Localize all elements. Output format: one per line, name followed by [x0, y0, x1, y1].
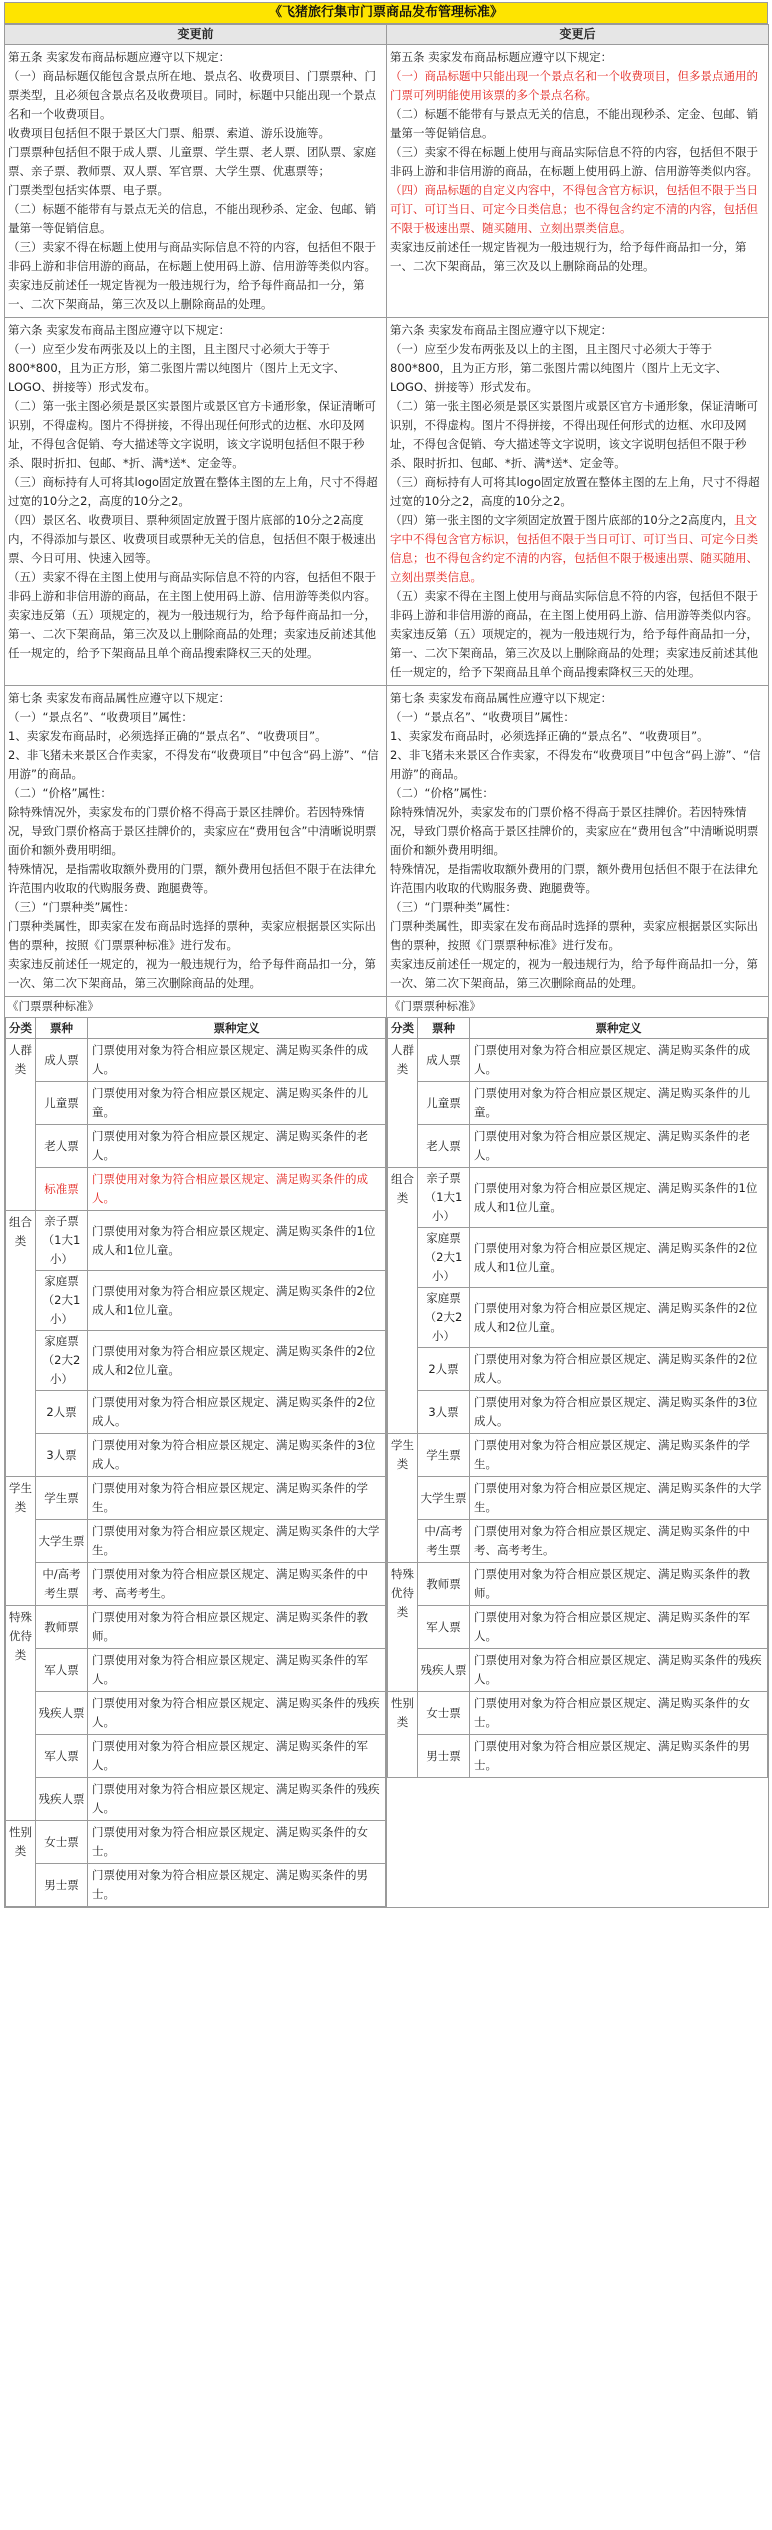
comparison-table: [4, 24, 769, 1908]
ticket-type-definition: 门票使用对象为符合相应景区规定、满足购买条件的学生。: [88, 1477, 386, 1520]
paragraph: （一）商品标题仅能包含景点所在地、景点名、收费项目、门票票种、门票类型，且必须包含景点名及收费项目。同时，标题中只能出现一个景点名和一个收费项目。: [8, 69, 376, 121]
ticket-header-cell: 票种定义: [470, 1018, 768, 1039]
paragraph: 第五条 卖家发布商品标题应遵守以下规定：: [390, 50, 613, 64]
ticket-row: [6, 1477, 386, 1520]
ticket-type-definition: 门票使用对象为符合相应景区规定、满足购买条件的残疾人。: [470, 1649, 768, 1692]
paragraph: 收费项目包括但不限于景区大门票、船票、索道、游乐设施等。: [8, 126, 330, 140]
ticket-row: [6, 1434, 386, 1477]
ticket-row: [388, 1168, 768, 1228]
paragraph: （一）“景点名”、“收费项目”属性：: [8, 710, 193, 724]
paragraph-red-tail: 且文字中不得包含官方标识，包括但不限于当日可订、可订当日、可定今日类信息；也不得包含约定不清的内容，包括但不限于极速出票、随买随用、立刻出票类信息。: [390, 513, 758, 584]
ticket-row: [6, 1271, 386, 1331]
ticket-type-definition: 门票使用对象为符合相应景区规定、满足购买条件的成人。: [470, 1039, 768, 1082]
paragraph: 卖家违反前述任一规定的，视为一般违规行为，给予每件商品扣一分，第一次、第二次下架商品，第三次删除商品的处理。: [390, 957, 758, 990]
article-cell-before: [5, 318, 387, 686]
paragraph: 卖家违反前述任一规定皆视为一般违规行为，给予每件商品扣一分，第一、二次下架商品，第三次及以上删除商品的处理。: [390, 240, 747, 273]
ticket-header-cell: 票种: [36, 1018, 88, 1039]
paragraph: 第七条 卖家发布商品属性应遵守以下规定：: [390, 691, 613, 705]
ticket-row: [388, 1692, 768, 1735]
paragraph: （四）第一张主图的文字须固定放置于图片底部的10分之2高度内，且文字中不得包含官方标识，包括但不限于当日可订、可订当日、可定今日类信息；也不得包含约定不清的内容，包括但不限于极速出票、随买随用、立刻出票类信息。: [390, 513, 758, 584]
ticket-type-name: 残疾人票: [418, 1649, 470, 1692]
ticket-type-definition: 门票使用对象为符合相应景区规定、满足购买条件的1位成人和1位儿童。: [470, 1168, 768, 1228]
ticket-row: [6, 1039, 386, 1082]
paragraph: 门票种类属性，即卖家在发布商品时选择的票种，卖家应根据景区实际出售的票种，按照《门票票种标准》进行发布。: [390, 919, 758, 952]
ticket-type-name: 学生票: [36, 1477, 88, 1520]
ticket-type-name: 中/高考考生票: [418, 1520, 470, 1563]
ticket-type-definition: 门票使用对象为符合相应景区规定、满足购买条件的大学生。: [88, 1520, 386, 1563]
ticket-type-name: 家庭票（2大1小）: [36, 1271, 88, 1331]
ticket-type-definition: 门票使用对象为符合相应景区规定、满足购买条件的中考、高考考生。: [470, 1520, 768, 1563]
ticket-row: [388, 1288, 768, 1348]
paragraph: 卖家违反前述任一规定的，视为一般违规行为，给予每件商品扣一分，第一次、第二次下架商品，第三次删除商品的处理。: [8, 957, 376, 990]
ticket-row: [6, 1649, 386, 1692]
ticket-category: 学生类: [388, 1434, 418, 1563]
ticket-table-caption-before: 《门票票种标准》: [7, 999, 99, 1013]
paragraph: 除特殊情况外，卖家发布的门票价格不得高于景区挂牌价。若因特殊情况，导致门票价格高于景区挂牌价的，卖家应在“费用包含”中清晰说明票面价和额外费用明细。: [8, 805, 377, 857]
ticket-row: [6, 1211, 386, 1271]
ticket-type-definition: 门票使用对象为符合相应景区规定、满足购买条件的儿童。: [88, 1082, 386, 1125]
ticket-type-definition: 门票使用对象为符合相应景区规定、满足购买条件的2位成人和2位儿童。: [470, 1288, 768, 1348]
ticket-type-definition: 门票使用对象为符合相应景区规定、满足购买条件的男士。: [88, 1864, 386, 1907]
ticket-row: [388, 1039, 768, 1082]
ticket-header-cell: 票种: [418, 1018, 470, 1039]
ticket-row: [6, 1520, 386, 1563]
ticket-type-definition: 门票使用对象为符合相应景区规定、满足购买条件的2位成人。: [470, 1348, 768, 1391]
ticket-type-name: 家庭票（2大2小）: [418, 1288, 470, 1348]
ticket-category: 人群类: [388, 1039, 418, 1168]
ticket-row: [388, 1606, 768, 1649]
paragraph: 第六条 卖家发布商品主图应遵守以下规定：: [390, 323, 613, 337]
ticket-row: [388, 1735, 768, 1778]
ticket-type-name: 教师票: [418, 1563, 470, 1606]
document-title: 《飞猪旅行集市门票商品发布管理标准》: [4, 2, 768, 24]
ticket-table-row: [5, 997, 769, 1908]
ticket-row: [388, 1348, 768, 1391]
paragraph: 2、非飞猪未来景区合作卖家，不得发布“收费项目”中包含“码上游”、“信用游”的商品。: [390, 748, 761, 781]
ticket-type-definition: 门票使用对象为符合相应景区规定、满足购买条件的军人。: [470, 1606, 768, 1649]
article-row: [5, 686, 769, 997]
ticket-type-definition: 门票使用对象为符合相应景区规定、满足购买条件的女士。: [88, 1821, 386, 1864]
paragraph: （三）商标持有人可将其logo固定放置在整体主图的左上角，尺寸不得超过宽的10分之2，高度的10分之2。: [8, 475, 378, 508]
paragraph: （三）卖家不得在标题上使用与商品实际信息不符的内容，包括但不限于非码上游和非信用游的商品，在标题上使用码上游、信用游等类似内容。: [390, 145, 758, 178]
article-cell-after: [387, 318, 769, 686]
ticket-row: [388, 1434, 768, 1477]
ticket-type-name: 3人票: [36, 1434, 88, 1477]
paragraph: 卖家违反第（五）项规定的，视为一般违规行为，给予每件商品扣一分，第一、二次下架商品，第三次及以上删除商品的处理；卖家违反前述其他任一规定的，给予下架商品且单个商品搜索降权三天的处理。: [8, 608, 376, 660]
paragraph: 门票票种包括但不限于成人票、儿童票、学生票、老人票、团队票、家庭票、亲子票、教师票、双人票、军官票、大学生票、优惠票等；: [8, 145, 376, 178]
ticket-category: 性别类: [6, 1821, 36, 1907]
ticket-type-definition: 门票使用对象为符合相应景区规定、满足购买条件的成人。: [88, 1039, 386, 1082]
ticket-category: 组合类: [388, 1168, 418, 1434]
ticket-header-row: [388, 1018, 768, 1039]
ticket-category: 特殊优待类: [388, 1563, 418, 1692]
paragraph: （四）景区名、收费项目、票种须固定放置于图片底部的10分之2高度内，不得添加与景区、收费项目或票种无关的信息，包括但不限于极速出票、今日可用、快速入园等。: [8, 513, 376, 565]
ticket-table-before: [5, 1017, 386, 1907]
paragraph: 第七条 卖家发布商品属性应遵守以下规定：: [8, 691, 231, 705]
ticket-row: [6, 1864, 386, 1907]
ticket-row: [6, 1692, 386, 1735]
paragraph: 第五条 卖家发布商品标题应遵守以下规定：: [8, 50, 231, 64]
ticket-type-name: 残疾人票: [36, 1778, 88, 1821]
ticket-table-before-cell: [5, 997, 387, 1908]
paragraph: （一）商品标题中只能出现一个景点名和一个收费项目，但多景点通用的门票可列明能使用该票的多个景点名称。: [390, 69, 758, 102]
paragraph: 卖家违反第（五）项规定的，视为一般违规行为，给予每件商品扣一分，第一、二次下架商品，第三次及以上删除商品的处理；卖家违反前述其他任一规定的，给予下架商品且单个商品搜索降权三天的处理。: [390, 627, 758, 679]
ticket-type-definition: 门票使用对象为符合相应景区规定、满足购买条件的3位成人。: [88, 1434, 386, 1477]
paragraph: 2、非飞猪未来景区合作卖家，不得发布“收费项目”中包含“码上游”、“信用游”的商品。: [8, 748, 379, 781]
ticket-table-after: [387, 1017, 768, 1778]
ticket-type-definition: 门票使用对象为符合相应景区规定、满足购买条件的教师。: [88, 1606, 386, 1649]
ticket-row: [6, 1821, 386, 1864]
ticket-row: [6, 1331, 386, 1391]
ticket-row: [6, 1125, 386, 1168]
ticket-type-name: 成人票: [36, 1039, 88, 1082]
paragraph: （二）标题不能带有与景点无关的信息，不能出现秒杀、定金、包邮、销量第一等促销信息。: [390, 107, 758, 140]
ticket-type-name: 男士票: [418, 1735, 470, 1778]
ticket-row: [388, 1563, 768, 1606]
ticket-type-name: 老人票: [36, 1125, 88, 1168]
ticket-type-name: 残疾人票: [36, 1692, 88, 1735]
ticket-type-definition: 门票使用对象为符合相应景区规定、满足购买条件的2位成人和1位儿童。: [470, 1228, 768, 1288]
ticket-type-name: 2人票: [418, 1348, 470, 1391]
ticket-type-name: 家庭票（2大1小）: [418, 1228, 470, 1288]
ticket-type-name: 军人票: [36, 1735, 88, 1778]
ticket-type-definition: 门票使用对象为符合相应景区规定、满足购买条件的老人。: [470, 1125, 768, 1168]
ticket-row: [388, 1649, 768, 1692]
ticket-row: [6, 1735, 386, 1778]
ticket-row: [6, 1778, 386, 1821]
ticket-type-definition: 门票使用对象为符合相应景区规定、满足购买条件的1位成人和1位儿童。: [88, 1211, 386, 1271]
ticket-row: [388, 1228, 768, 1288]
ticket-type-name: 女士票: [418, 1692, 470, 1735]
ticket-type-definition: 门票使用对象为符合相应景区规定、满足购买条件的军人。: [88, 1735, 386, 1778]
ticket-type-name: 2人票: [36, 1391, 88, 1434]
ticket-category: 学生类: [6, 1477, 36, 1606]
ticket-type-name: 家庭票（2大2小）: [36, 1331, 88, 1391]
ticket-type-name: 儿童票: [418, 1082, 470, 1125]
ticket-type-name: 儿童票: [36, 1082, 88, 1125]
ticket-type-definition: 门票使用对象为符合相应景区规定、满足购买条件的儿童。: [470, 1082, 768, 1125]
ticket-table-after-cell: [387, 997, 769, 1908]
ticket-table-caption-after: 《门票票种标准》: [389, 999, 481, 1013]
ticket-row: [6, 1606, 386, 1649]
ticket-category: 人群类: [6, 1039, 36, 1211]
ticket-type-definition: 门票使用对象为符合相应景区规定、满足购买条件的2位成人。: [88, 1391, 386, 1434]
ticket-type-name: 成人票: [418, 1039, 470, 1082]
ticket-type-definition: 门票使用对象为符合相应景区规定、满足购买条件的教师。: [470, 1563, 768, 1606]
ticket-category: 性别类: [388, 1692, 418, 1778]
paragraph: 特殊情况，是指需收取额外费用的门票，额外费用包括但不限于在法律允许范围内收取的代购服务费、跑腿费等。: [390, 862, 758, 895]
comparison-header-row: [5, 25, 769, 45]
paragraph: 1、卖家发布商品时，必须选择正确的“景点名”、“收费项目”。: [390, 729, 709, 743]
ticket-type-name: 军人票: [418, 1606, 470, 1649]
ticket-type-definition: 门票使用对象为符合相应景区规定、满足购买条件的3位成人。: [470, 1391, 768, 1434]
article-cell-after: [387, 45, 769, 318]
ticket-type-definition: 门票使用对象为符合相应景区规定、满足购买条件的成人。: [88, 1168, 386, 1211]
ticket-type-definition: 门票使用对象为符合相应景区规定、满足购买条件的大学生。: [470, 1477, 768, 1520]
paragraph: （三）“门票种类”属性：: [8, 900, 135, 914]
header-after: 变更后: [387, 25, 769, 45]
ticket-header-cell: 分类: [6, 1018, 36, 1039]
paragraph: （五）卖家不得在主图上使用与商品实际信息不符的内容，包括但不限于非码上游和非信用游的商品，在主图上使用码上游、信用游等类似内容。: [390, 589, 758, 622]
paragraph: （一）应至少发布两张及以上的主图，且主图尺寸必须大于等于800*800，且为正方形，第二张图片需以纯图片（图片上无文字、LOGO、拼接等）形式发布。: [390, 342, 728, 394]
ticket-type-name: 女士票: [36, 1821, 88, 1864]
paragraph: （二）标题不能带有与景点无关的信息，不能出现秒杀、定金、包邮、销量第一等促销信息。: [8, 202, 376, 235]
ticket-type-definition: 门票使用对象为符合相应景区规定、满足购买条件的老人。: [88, 1125, 386, 1168]
article-row: [5, 318, 769, 686]
paragraph: （一）应至少发布两张及以上的主图，且主图尺寸必须大于等于800*800，且为正方形，第二张图片需以纯图片（图片上无文字、LOGO、拼接等）形式发布。: [8, 342, 346, 394]
ticket-type-name: 大学生票: [36, 1520, 88, 1563]
article-cell-before: [5, 45, 387, 318]
ticket-row: [6, 1168, 386, 1211]
paragraph: （三）“门票种类”属性：: [390, 900, 517, 914]
ticket-type-name: 3人票: [418, 1391, 470, 1434]
header-before: 变更前: [5, 25, 387, 45]
ticket-row: [388, 1391, 768, 1434]
paragraph: （二）“价格”属性：: [8, 786, 112, 800]
article-cell-before: [5, 686, 387, 997]
paragraph: 门票类型包括实体票、电子票。: [8, 183, 169, 197]
ticket-type-definition: 门票使用对象为符合相应景区规定、满足购买条件的学生。: [470, 1434, 768, 1477]
article-row: [5, 45, 769, 318]
paragraph: 1、卖家发布商品时，必须选择正确的“景点名”、“收费项目”。: [8, 729, 327, 743]
ticket-type-name: 亲子票（1大1小）: [418, 1168, 470, 1228]
ticket-row: [388, 1082, 768, 1125]
ticket-row: [6, 1563, 386, 1606]
ticket-header-cell: 分类: [388, 1018, 418, 1039]
ticket-type-definition: 门票使用对象为符合相应景区规定、满足购买条件的残疾人。: [88, 1778, 386, 1821]
ticket-type-name: 标准票: [36, 1168, 88, 1211]
ticket-type-definition: 门票使用对象为符合相应景区规定、满足购买条件的残疾人。: [88, 1692, 386, 1735]
paragraph: （三）商标持有人可将其logo固定放置在整体主图的左上角，尺寸不得超过宽的10分之2，高度的10分之2。: [390, 475, 760, 508]
ticket-type-name: 老人票: [418, 1125, 470, 1168]
ticket-type-definition: 门票使用对象为符合相应景区规定、满足购买条件的中考、高考考生。: [88, 1563, 386, 1606]
ticket-type-definition: 门票使用对象为符合相应景区规定、满足购买条件的女士。: [470, 1692, 768, 1735]
paragraph: （三）卖家不得在标题上使用与商品实际信息不符的内容，包括但不限于非码上游和非信用游的商品，在标题上使用码上游、信用游等类似内容。: [8, 240, 376, 273]
paragraph: 第六条 卖家发布商品主图应遵守以下规定：: [8, 323, 231, 337]
ticket-type-name: 军人票: [36, 1649, 88, 1692]
ticket-row: [6, 1082, 386, 1125]
ticket-type-name: 亲子票（1大1小）: [36, 1211, 88, 1271]
paragraph: 特殊情况，是指需收取额外费用的门票，额外费用包括但不限于在法律允许范围内收取的代购服务费、跑腿费等。: [8, 862, 376, 895]
ticket-header-cell: 票种定义: [88, 1018, 386, 1039]
paragraph: 卖家违反前述任一规定皆视为一般违规行为，给予每件商品扣一分，第一、二次下架商品，第三次及以上删除商品的处理。: [8, 278, 365, 311]
paragraph: 除特殊情况外，卖家发布的门票价格不得高于景区挂牌价。若因特殊情况，导致门票价格高于景区挂牌价的，卖家应在“费用包含”中清晰说明票面价和额外费用明细。: [390, 805, 759, 857]
ticket-category: 组合类: [6, 1211, 36, 1477]
ticket-header-row: [6, 1018, 386, 1039]
paragraph: （二）第一张主图必须是景区实景图片或景区官方卡通形象，保证清晰可识别，不得虚构。图片不得拼接，不得出现任何形式的边框、水印及网址，不得包含促销、夸大描述等文字说明，该文字说明包括但不限于秒杀、限时折扣、包邮、*折、满*送*、定金等。: [8, 399, 376, 470]
ticket-type-definition: 门票使用对象为符合相应景区规定、满足购买条件的2位成人和1位儿童。: [88, 1271, 386, 1331]
paragraph: （一）“景点名”、“收费项目”属性：: [390, 710, 575, 724]
ticket-row: [388, 1125, 768, 1168]
ticket-type-name: 大学生票: [418, 1477, 470, 1520]
paragraph: （五）卖家不得在主图上使用与商品实际信息不符的内容，包括但不限于非码上游和非信用游的商品，在主图上使用码上游、信用游等类似内容。: [8, 570, 376, 603]
ticket-category: 特殊优待类: [6, 1606, 36, 1821]
ticket-type-definition: 门票使用对象为符合相应景区规定、满足购买条件的2位成人和2位儿童。: [88, 1331, 386, 1391]
ticket-type-name: 男士票: [36, 1864, 88, 1907]
ticket-row: [388, 1477, 768, 1520]
ticket-row: [388, 1520, 768, 1563]
ticket-type-definition: 门票使用对象为符合相应景区规定、满足购买条件的男士。: [470, 1735, 768, 1778]
paragraph: （四）商品标题的自定义内容中，不得包含官方标识，包括但不限于当日可订、可订当日、可定今日类信息；也不得包含约定不清的内容，包括但不限于极速出票、随买随用、立刻出票类信息。: [390, 183, 758, 235]
paragraph: （二）第一张主图必须是景区实景图片或景区官方卡通形象，保证清晰可识别，不得虚构。图片不得拼接，不得出现任何形式的边框、水印及网址，不得包含促销、夸大描述等文字说明，该文字说明包括但不限于秒杀、限时折扣、包邮、*折、满*送*、定金等。: [390, 399, 758, 470]
ticket-type-name: 中/高考考生票: [36, 1563, 88, 1606]
ticket-row: [6, 1391, 386, 1434]
paragraph: （二）“价格”属性：: [390, 786, 494, 800]
paragraph: 门票种类属性，即卖家在发布商品时选择的票种，卖家应根据景区实际出售的票种，按照《门票票种标准》进行发布。: [8, 919, 376, 952]
ticket-type-name: 学生票: [418, 1434, 470, 1477]
ticket-type-definition: 门票使用对象为符合相应景区规定、满足购买条件的军人。: [88, 1649, 386, 1692]
document: [4, 2, 768, 1908]
ticket-type-name: 教师票: [36, 1606, 88, 1649]
article-cell-after: [387, 686, 769, 997]
